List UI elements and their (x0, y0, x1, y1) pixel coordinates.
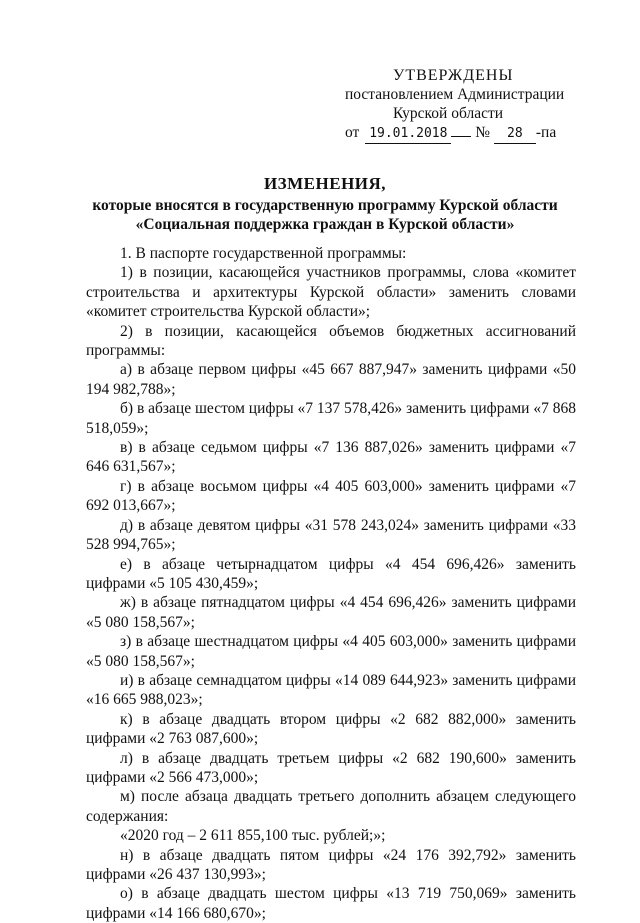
paragraph-l: л) в абзаце двадцать третьем цифры «2 682 190,600» заменить цифрами «2 566 473,000»; (86, 749, 576, 786)
paragraph-v: в) в абзаце седьмом цифры «7 136 887,026» заменить цифрами «7 646 631,567»; (86, 439, 576, 476)
paragraph-zh: ж) в абзаце пятнадцатом цифры «4 454 696,426» заменить цифрами «5 080 158,567»; (86, 594, 576, 631)
approval-date: 19.01.2018 (365, 124, 451, 144)
paragraph-g: г) в абзаце восьмом цифры «4 405 603,000» заменить цифрами «7 692 013,667»; (86, 477, 576, 515)
approval-underline (451, 136, 471, 137)
document-heading (60, 174, 590, 234)
heading-line-1: которые вносятся в государственную программу Курской области (92, 197, 558, 214)
approval-number-suffix: -па (535, 124, 557, 141)
paragraph-k: к) в абзаце двадцать втором цифры «2 682 882,000» заменить цифрами «2 763 087,600»; (86, 710, 576, 748)
paragraph-d: д) в абзаце девятом цифры «31 578 243,024» заменить цифрами «33 528 994,765»; (86, 516, 576, 554)
paragraph-a: а) в абзаце первом цифры «45 667 887,947» заменить цифрами «50 194 982,788»; (86, 361, 576, 398)
heading-line-2: «Социальная поддержка граждан в Курской области» (135, 216, 515, 233)
paragraph-n: н) в абзаце двадцать пятом цифры «24 176 392,792» заменить цифрами «26 437 130,993»; (86, 846, 576, 883)
approval-stamp (345, 66, 605, 144)
approval-line-1: постановлением Администрации (345, 86, 565, 103)
approval-number-sign: № (475, 124, 490, 141)
paragraph-m: м) после абзаца двадцать третьего дополнить абзацем следующего содержания: (86, 788, 576, 825)
paragraph-item-1: 1) в позиции, касающейся участников программы, слова «комитет строительства и архитектуры Курской области» заменить словами «комитет строительства Курской области»; (86, 264, 576, 321)
paragraph-item-2: 2) в позиции, касающейся объемов бюджетных ассигнований программы: (86, 322, 576, 360)
paragraph-quote-2020: «2020 год – 2 611 855,100 тыс. рублей;»; (120, 827, 386, 845)
approval-title: УТВЕРЖДЕНЫ (393, 67, 514, 84)
paragraph-z: з) в абзаце шестнадцатом цифры «4 405 603,000» заменить цифрами «5 080 158,567»; (86, 633, 576, 670)
paragraph-i: и) в абзаце семнадцатом цифры «14 089 644,923» заменить цифрами «16 665 988,023»; (86, 671, 576, 709)
paragraph-e: е) в абзаце четырнадцатом цифры «4 454 696,426» заменить цифрами «5 105 430,459»; (86, 555, 576, 592)
paragraph-b: б) в абзаце шестом цифры «7 137 578,426» заменить цифрами «7 868 518,059»; (86, 400, 576, 437)
heading-title: ИЗМЕНЕНИЯ, (263, 174, 387, 193)
approval-line-2: Курской области (393, 105, 504, 122)
paragraph-o: о) в абзаце двадцать шестом цифры «13 719 750,069» заменить цифрами «14 166 680,670»; (86, 885, 576, 922)
approval-number: 28 (494, 124, 536, 144)
approval-from-label: от (345, 124, 360, 141)
document-body (86, 244, 576, 923)
approval-date-line (345, 123, 605, 144)
paragraph-section-1: 1. В паспорте государственной программы: (120, 245, 407, 262)
